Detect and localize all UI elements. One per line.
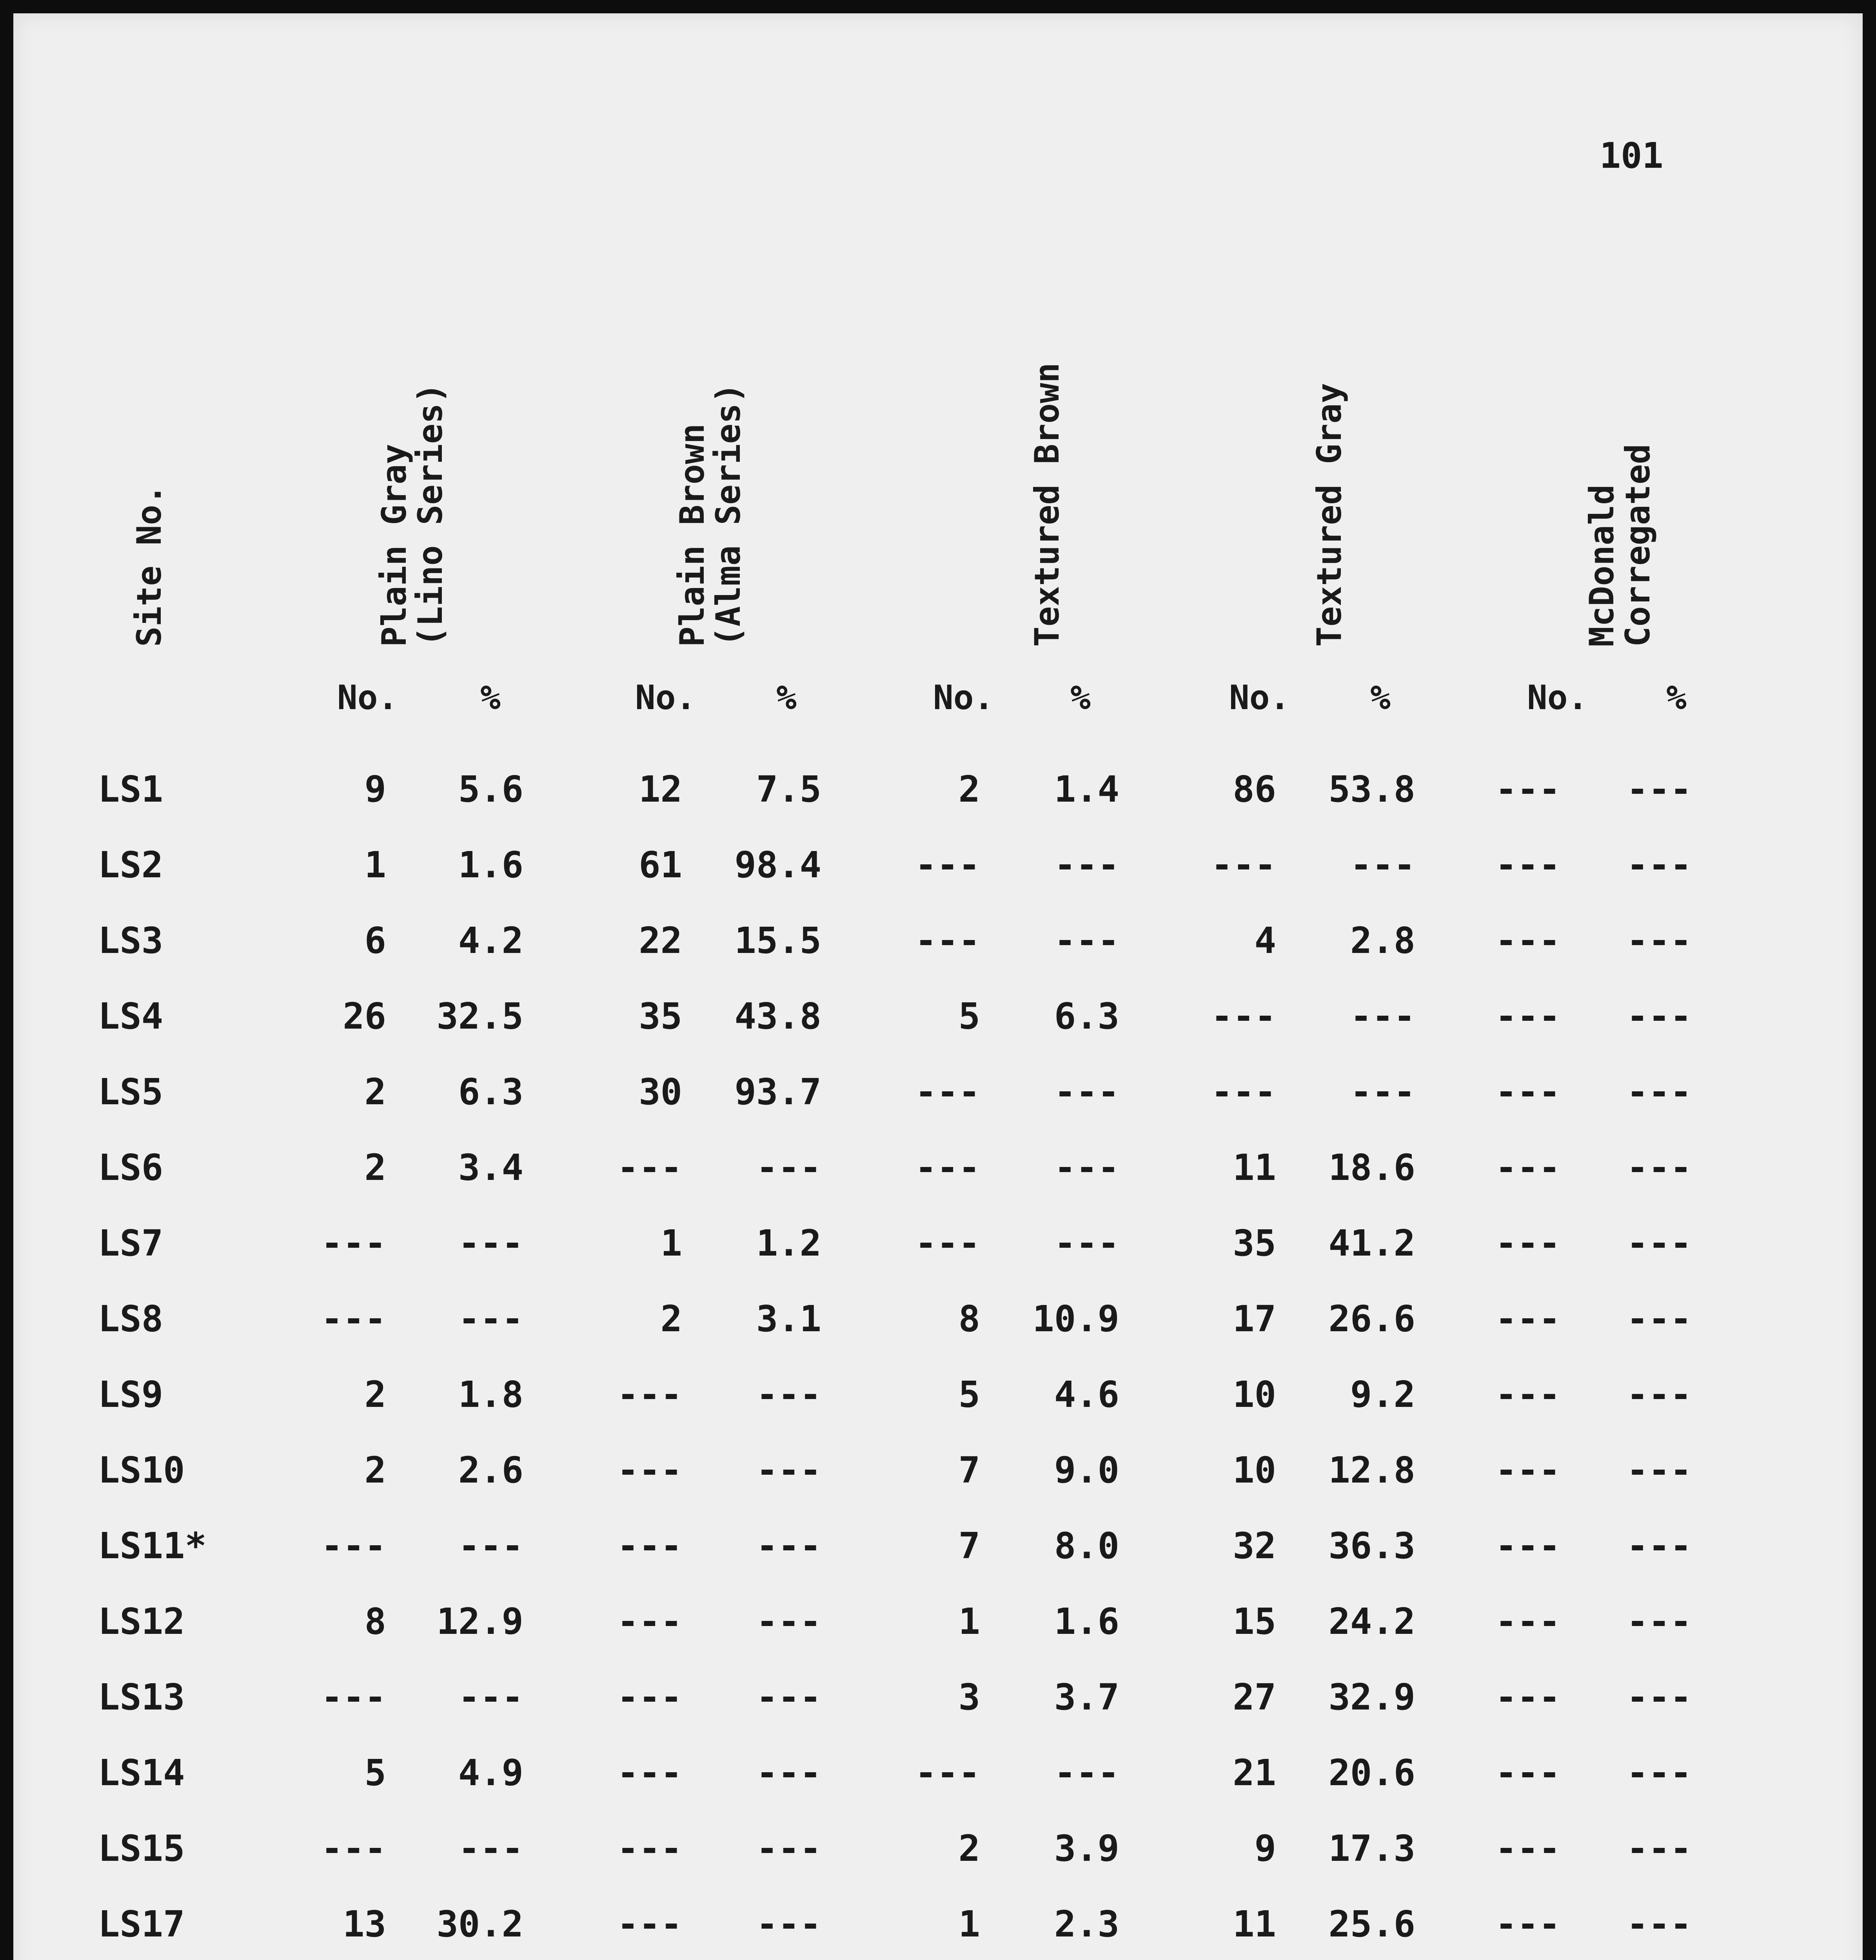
percent-cell: 36.3 (1328, 1525, 1415, 1567)
percent-cell: --- (458, 1525, 523, 1567)
count-cell: 13 (343, 1903, 386, 1945)
percent-cell: 2.8 (1350, 920, 1415, 962)
percent-cell: 30.2 (436, 1903, 523, 1945)
table-row (0, 1374, 1876, 1421)
count-cell: --- (915, 1147, 980, 1189)
percent-cell: --- (1626, 1222, 1692, 1264)
count-cell: 7 (958, 1525, 980, 1567)
header-textured-gray (1311, 383, 1348, 647)
site-number-cell: LS7 (98, 1222, 163, 1264)
count-cell: 9 (1254, 1828, 1276, 1869)
count-cell: 1 (958, 1601, 980, 1642)
percent-cell: 5.6 (458, 768, 523, 810)
table-row (0, 1147, 1876, 1194)
count-cell: 17 (1233, 1298, 1276, 1340)
table-row (0, 995, 1876, 1042)
subheader-pct: % (776, 678, 797, 717)
percent-cell: --- (756, 1147, 821, 1189)
site-number-cell: LS11* (98, 1525, 207, 1567)
percent-cell: 12.8 (1328, 1449, 1415, 1491)
percent-cell: --- (1350, 995, 1415, 1037)
percent-cell: 1.6 (1054, 1601, 1119, 1642)
count-cell: --- (321, 1525, 386, 1567)
percent-cell: 25.6 (1328, 1903, 1415, 1945)
count-cell: 1 (364, 844, 386, 886)
percent-cell: --- (756, 1828, 821, 1869)
count-cell: 2 (958, 1828, 980, 1869)
count-cell: --- (915, 920, 980, 962)
table-row (0, 1903, 1876, 1950)
count-cell: 35 (1233, 1222, 1276, 1264)
count-cell: 21 (1233, 1752, 1276, 1794)
count-cell: 27 (1233, 1676, 1276, 1718)
percent-cell: --- (1626, 1298, 1692, 1340)
percent-cell: --- (1350, 1071, 1415, 1113)
percent-cell: 10.9 (1032, 1298, 1119, 1340)
count-cell: 2 (958, 768, 980, 810)
percent-cell: 3.9 (1054, 1828, 1119, 1869)
percent-cell: --- (756, 1676, 821, 1718)
percent-cell: --- (1626, 1828, 1692, 1869)
table-row (0, 1298, 1876, 1345)
count-cell: 10 (1233, 1449, 1276, 1491)
site-number-cell: LS2 (98, 844, 163, 886)
count-cell: --- (1495, 1298, 1560, 1340)
table-row (0, 1676, 1876, 1723)
count-cell: --- (1495, 1903, 1560, 1945)
percent-cell: 7.5 (756, 768, 821, 810)
percent-cell: 93.7 (734, 1071, 821, 1113)
percent-cell: 1.4 (1054, 768, 1119, 810)
count-cell: 1 (958, 1903, 980, 1945)
count-cell: --- (1495, 844, 1560, 886)
percent-cell: 12.9 (436, 1601, 523, 1642)
count-cell: 35 (639, 995, 682, 1037)
count-cell: --- (1495, 1601, 1560, 1642)
count-cell: --- (617, 1525, 682, 1567)
percent-cell: --- (1626, 768, 1692, 810)
subheader-pct: % (480, 678, 501, 717)
percent-cell: 9.2 (1350, 1374, 1415, 1416)
count-cell: --- (617, 1449, 682, 1491)
count-cell: 11 (1233, 1147, 1276, 1189)
table-row (0, 768, 1876, 815)
site-number-cell: LS6 (98, 1147, 163, 1189)
percent-cell: --- (458, 1676, 523, 1718)
header-mcdonald-line2: Corregated (1618, 444, 1658, 647)
percent-cell: --- (1054, 844, 1119, 886)
percent-cell: --- (458, 1298, 523, 1340)
percent-cell: 2.3 (1054, 1903, 1119, 1945)
count-cell: --- (617, 1903, 682, 1945)
table-row (0, 1601, 1876, 1648)
percent-cell: 18.6 (1328, 1147, 1415, 1189)
percent-cell: --- (1626, 1147, 1692, 1189)
header-textured-gray-line1: Textured Gray (1310, 383, 1349, 647)
site-number-cell: LS10 (98, 1449, 185, 1491)
percent-cell: 1.2 (756, 1222, 821, 1264)
count-cell: 2 (660, 1298, 682, 1340)
percent-cell: 8.0 (1054, 1525, 1119, 1567)
count-cell: 9 (364, 768, 386, 810)
page-number: 101 (1600, 135, 1664, 176)
site-number-cell: LS3 (98, 920, 163, 962)
percent-cell: --- (1626, 1752, 1692, 1794)
count-cell: 22 (639, 920, 682, 962)
count-cell: 32 (1233, 1525, 1276, 1567)
percent-cell: 6.3 (458, 1071, 523, 1113)
percent-cell: 2.6 (458, 1449, 523, 1491)
header-plain-gray-line1: Plain Gray (375, 444, 414, 647)
count-cell: --- (1211, 844, 1276, 886)
subheader-pct: % (1070, 678, 1091, 717)
percent-cell: --- (1626, 1374, 1692, 1416)
percent-cell: 32.5 (436, 995, 523, 1037)
percent-cell: 53.8 (1328, 768, 1415, 810)
percent-cell: --- (458, 1222, 523, 1264)
count-cell: --- (617, 1147, 682, 1189)
count-cell: --- (1495, 1676, 1560, 1718)
count-cell: --- (1495, 1374, 1560, 1416)
site-number-cell: LS5 (98, 1071, 163, 1113)
count-cell: --- (1495, 1525, 1560, 1567)
site-number-cell: LS14 (98, 1752, 185, 1794)
count-cell: 4 (1254, 920, 1276, 962)
subheader-no: No. (1229, 678, 1290, 717)
count-cell: 86 (1233, 768, 1276, 810)
percent-cell: 1.8 (458, 1374, 523, 1416)
count-cell: --- (321, 1828, 386, 1869)
table-row (0, 920, 1876, 967)
subheader-pct: % (1370, 678, 1391, 717)
count-cell: --- (915, 844, 980, 886)
percent-cell: 4.6 (1054, 1374, 1119, 1416)
percent-cell: --- (756, 1525, 821, 1567)
count-cell: 61 (639, 844, 682, 886)
percent-cell: --- (756, 1374, 821, 1416)
count-cell: 3 (958, 1676, 980, 1718)
site-number-cell: LS15 (98, 1828, 185, 1869)
site-number-cell: LS1 (98, 768, 163, 810)
header-site-no-label: Site No. (130, 484, 169, 647)
percent-cell: 1.6 (458, 844, 523, 886)
header-plain-brown-line1: Plain Brown (673, 423, 712, 647)
percent-cell: 20.6 (1328, 1752, 1415, 1794)
percent-cell: --- (1626, 995, 1692, 1037)
percent-cell: 4.9 (458, 1752, 523, 1794)
count-cell: --- (1495, 1449, 1560, 1491)
table-row (0, 1449, 1876, 1496)
percent-cell: 43.8 (734, 995, 821, 1037)
count-cell: 6 (364, 920, 386, 962)
table-row (0, 1222, 1876, 1269)
header-textured-brown-line1: Textured Brown (1028, 363, 1067, 647)
table-row (0, 1071, 1876, 1118)
percent-cell: 6.3 (1054, 995, 1119, 1037)
percent-cell: --- (756, 1601, 821, 1642)
percent-cell: 3.1 (756, 1298, 821, 1340)
header-plain-gray-line2: (Lino Series) (411, 383, 450, 647)
percent-cell: --- (1054, 1222, 1119, 1264)
count-cell: 5 (958, 995, 980, 1037)
site-number-cell: LS8 (98, 1298, 163, 1340)
count-cell: 12 (639, 768, 682, 810)
count-cell: --- (321, 1676, 386, 1718)
header-mcdonald-corregated (1584, 444, 1656, 647)
percent-cell: 15.5 (734, 920, 821, 962)
count-cell: --- (915, 1222, 980, 1264)
percent-cell: --- (1626, 1449, 1692, 1491)
count-cell: 5 (364, 1752, 386, 1794)
percent-cell: 32.9 (1328, 1676, 1415, 1718)
percent-cell: --- (1626, 920, 1692, 962)
subheader-no: No. (337, 678, 398, 717)
percent-cell: --- (1626, 1071, 1692, 1113)
header-textured-brown (1029, 363, 1065, 647)
count-cell: --- (617, 1828, 682, 1869)
header-plain-brown-line2: (Alma Series) (709, 383, 748, 647)
percent-cell: 41.2 (1328, 1222, 1415, 1264)
count-cell: --- (1211, 995, 1276, 1037)
count-cell: --- (617, 1374, 682, 1416)
site-number-cell: LS13 (98, 1676, 185, 1718)
subheader-no: No. (1527, 678, 1588, 717)
count-cell: 2 (364, 1147, 386, 1189)
count-cell: --- (1495, 1752, 1560, 1794)
count-cell: 11 (1233, 1903, 1276, 1945)
percent-cell: --- (756, 1449, 821, 1491)
count-cell: 5 (958, 1374, 980, 1416)
percent-cell: --- (756, 1903, 821, 1945)
percent-cell: --- (1626, 1676, 1692, 1718)
percent-cell: 17.3 (1328, 1828, 1415, 1869)
percent-cell: --- (1054, 1752, 1119, 1794)
percent-cell: --- (1626, 1903, 1692, 1945)
count-cell: --- (1495, 1222, 1560, 1264)
count-cell: --- (1495, 768, 1560, 810)
header-plain-gray (376, 383, 449, 647)
count-cell: 2 (364, 1374, 386, 1416)
count-cell: --- (1495, 1828, 1560, 1869)
count-cell: 15 (1233, 1601, 1276, 1642)
count-cell: 7 (958, 1449, 980, 1491)
count-cell: --- (915, 1071, 980, 1113)
count-cell: 2 (364, 1449, 386, 1491)
count-cell: 1 (660, 1222, 682, 1264)
header-site-no (131, 485, 167, 647)
count-cell: --- (915, 1752, 980, 1794)
subheader-pct: % (1666, 678, 1687, 717)
count-cell: --- (617, 1752, 682, 1794)
table-row (0, 844, 1876, 891)
document-page (13, 13, 1863, 1960)
percent-cell: --- (756, 1752, 821, 1794)
percent-cell: 9.0 (1054, 1449, 1119, 1491)
count-cell: --- (617, 1601, 682, 1642)
table-row (0, 1525, 1876, 1572)
percent-cell: --- (1626, 1601, 1692, 1642)
site-number-cell: LS12 (98, 1601, 185, 1642)
percent-cell: 3.7 (1054, 1676, 1119, 1718)
table-row (0, 1828, 1876, 1875)
count-cell: --- (1211, 1071, 1276, 1113)
count-cell: 26 (343, 995, 386, 1037)
count-cell: 30 (639, 1071, 682, 1113)
subheader-no: No. (635, 678, 696, 717)
percent-cell: 98.4 (734, 844, 821, 886)
site-number-cell: LS4 (98, 995, 163, 1037)
count-cell: --- (321, 1222, 386, 1264)
percent-cell: 3.4 (458, 1147, 523, 1189)
count-cell: --- (1495, 1147, 1560, 1189)
percent-cell: --- (458, 1828, 523, 1869)
count-cell: --- (321, 1298, 386, 1340)
percent-cell: 26.6 (1328, 1298, 1415, 1340)
percent-cell: --- (1626, 844, 1692, 886)
count-cell: --- (1495, 920, 1560, 962)
count-cell: --- (617, 1676, 682, 1718)
percent-cell: --- (1054, 1147, 1119, 1189)
count-cell: --- (1495, 995, 1560, 1037)
header-mcdonald-line1: McDonald (1582, 484, 1622, 647)
percent-cell: --- (1054, 920, 1119, 962)
percent-cell: --- (1350, 844, 1415, 886)
header-plain-brown (674, 383, 746, 647)
count-cell: 2 (364, 1071, 386, 1113)
count-cell: 8 (958, 1298, 980, 1340)
site-number-cell: LS9 (98, 1374, 163, 1416)
subheader-no: No. (933, 678, 994, 717)
count-cell: 8 (364, 1601, 386, 1642)
table-row (0, 1752, 1876, 1799)
count-cell: 10 (1233, 1374, 1276, 1416)
count-cell: --- (1495, 1071, 1560, 1113)
percent-cell: 24.2 (1328, 1601, 1415, 1642)
percent-cell: --- (1626, 1525, 1692, 1567)
percent-cell: --- (1054, 1071, 1119, 1113)
percent-cell: 4.2 (458, 920, 523, 962)
site-number-cell: LS17 (98, 1903, 185, 1945)
